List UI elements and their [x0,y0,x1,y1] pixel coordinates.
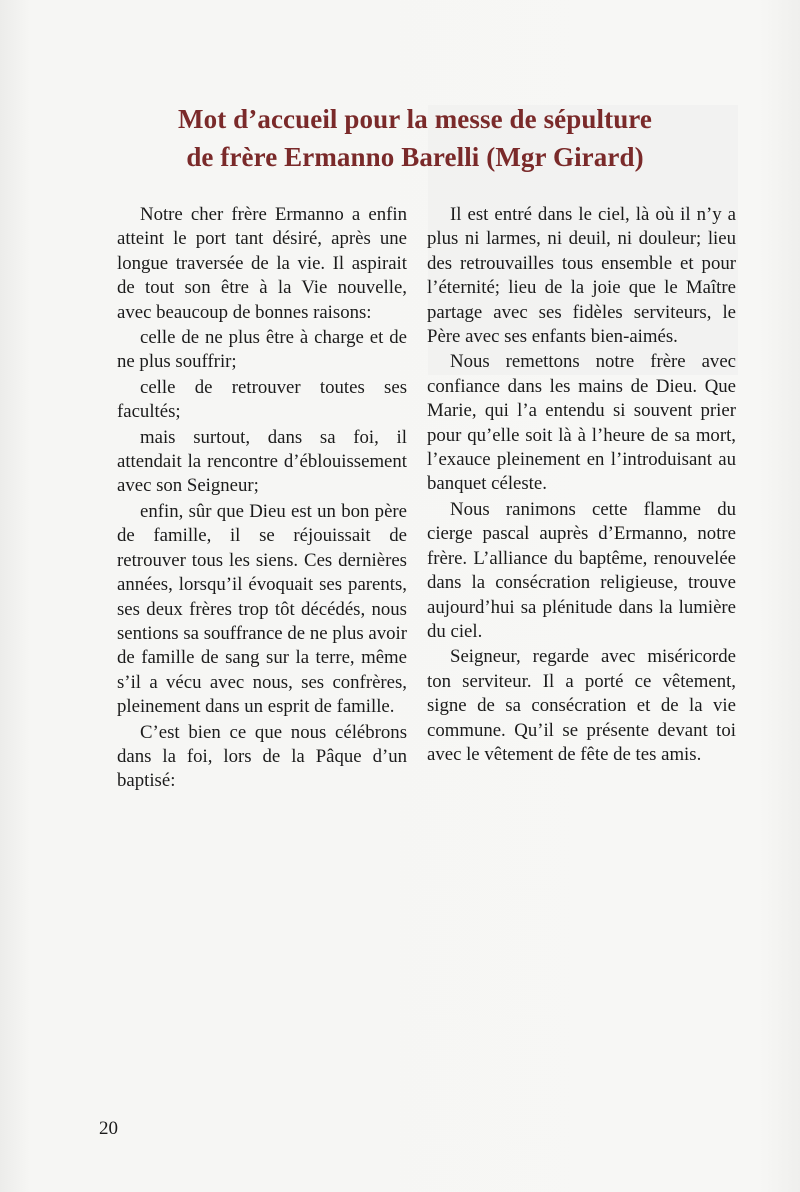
paragraph: celle de ne plus être à charge et de ne plus souffrir; [117,327,407,373]
title-line-1: Mot d’accueil pour la messe de sépulture [178,104,652,134]
paragraph: celle de retrouver toutes ses facultés; [117,376,407,423]
title-line-2: de frère Ermanno Barelli (Mgr Girard) [186,142,644,172]
right-column [427,203,736,768]
paragraph: Seigneur, regarde avec miséricorde ton serviteur. Il a porté ce vêtement, signe de sa consécration et de la vie commune. Qu’il se présente devant toi avec le vêtement de fête de tes amis. [427,646,736,765]
page-number: 20 [99,1118,118,1139]
paragraph: Il est entré dans le ciel, là où il n’y a plus ni larmes, ni deuil, ni douleur; lieu des retrouvailles tous ensemble et pour l’éternité; lieu de la joie que le Maître partage avec ses fidèles serviteurs, le Père avec ses enfants bien-aimés. [427,204,736,348]
paragraph: C’est bien ce que nous célébrons dans la foi, lors de la Pâque d’un baptisé: [117,721,407,792]
paragraph: enfin, sûr que Dieu est un bon père de famille, il se réjouissait de retrouver tous les siens. Ces dernières années, lorsqu’il évoquait ses parents, ses deux frères trop tôt décédés, nous sentions sa souffrance de ne plus avoir de famille de sang sur la terre, même s’il a vécu avec nous, ses confrères, pleinement dans un esprit de famille. [117,500,407,718]
paragraph: Nous ranimons cette flamme du cierge pascal auprès d’Ermanno, notre frère. L’alliance du baptême, renouvelée dans la consécration religieuse, trouve aujourd’hui sa plénitude dans la lumière du ciel. [427,498,736,642]
left-column [117,203,407,795]
page-title [100,100,730,176]
paragraph: Nous remettons notre frère avec confiance dans les mains de Dieu. Que Marie, qui l’a entendu si souvent prier pour qu’elle soit là à l’heure de sa mort, l’exauce pleinement en l’introduisant au banquet céleste. [427,351,736,495]
paragraph: mais surtout, dans sa foi, il attendait la rencontre d’éblouissement avec son Seigneur; [117,426,407,497]
paragraph: Notre cher frère Ermanno a enfin atteint le port tant désiré, après une longue traversée de la vie. Il aspirait de tout son être à la Vie nouvelle, avec beaucoup de bonnes raisons: [117,204,407,323]
